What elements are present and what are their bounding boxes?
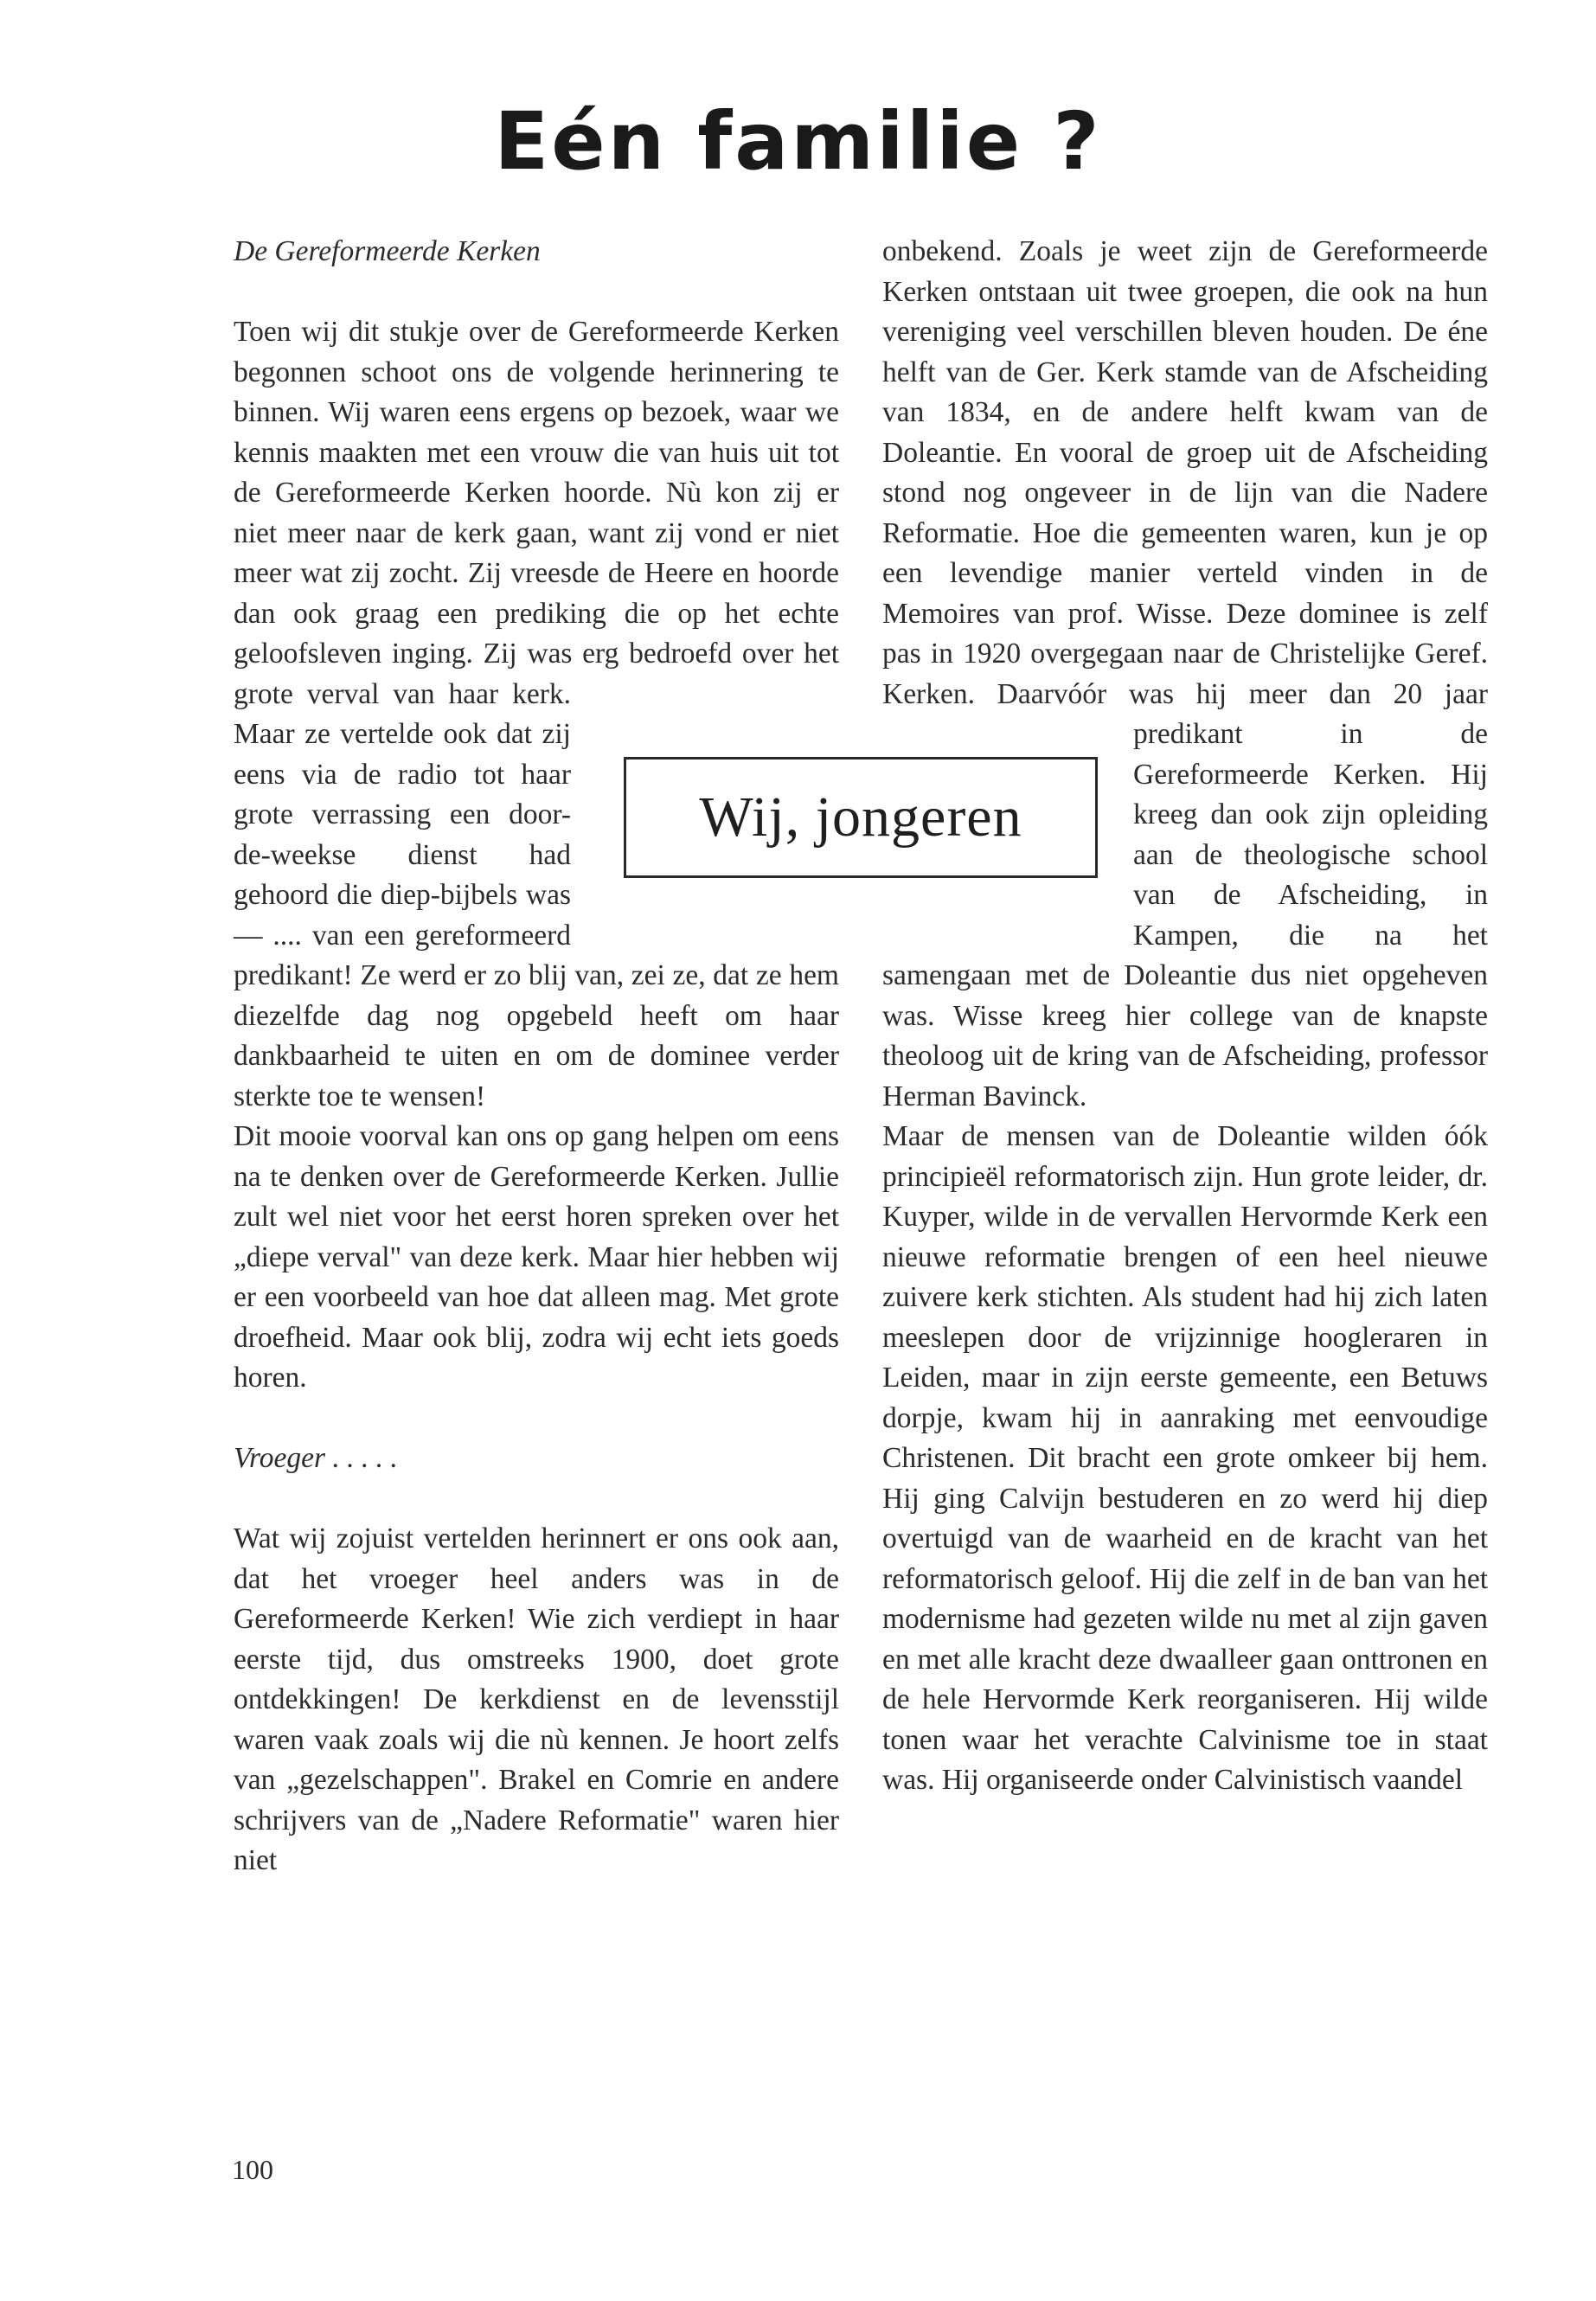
inset-heading-box <box>624 757 1098 878</box>
left-column <box>234 232 839 1881</box>
right-column <box>882 232 1488 1801</box>
left-paragraph-3: Wat wij zojuist vertelden herinnert er ons ook aan, dat het vroeger heel anders was in de Gereformeerde Kerken! Wie zich verdiept in haar eerste tijd, dus omstreeks 1900, doet grote ontdekkingen! De kerkdienst en de levensstijl waren vaak zoals wij die nù kennen. Je hoort zelfs van „gezelschappen". Brakel en Comrie en andere schrijvers van de „Nadere Reformatie" waren hier niet <box>234 1522 839 1876</box>
section-heading-vroeger: Vroeger . . . . . <box>234 1442 398 1474</box>
inset-heading: Wij, jongeren <box>699 785 1022 849</box>
section-heading-gereformeerde-kerken: De Gereformeerde Kerken <box>234 235 541 267</box>
right-paragraph-1: onbekend. Zoals je weet zijn de Gereformeerde Kerken ontstaan uit twee groepen, die ook na hun vereniging veel verschillen bleven houden. De éne helft van de Ger. Kerk stamde van de Afscheiding van 1834, en de andere helft kwam van de Doleantie. En vooral de groep uit de Afscheiding stond nog ongeveer in de lijn van die Nadere Reformatie. Hoe die gemeenten waren, kun je op een levendige manier verteld vinden in de Memoires van prof. Wisse. Deze dominee is zelf pas in 1920 overgegaan naar de Christelijke Geref. Kerken. Daarvóór was hij meer dan 20 jaar predikant in de Gereformeerde Kerken. Hij kreeg dan ook zijn opleiding aan de theologische school van de Afscheiding, in Kampen, die na het samengaan met de Doleantie dus niet opgeheven was. Wisse kreeg hier college van de knapste theoloog uit de kring van de Afscheiding, professor Herman Bavinck. <box>882 235 1488 1112</box>
article-title: Eén familie ? <box>494 95 1102 188</box>
left-paragraph-2: Dit mooie voorval kan ons op gang helpen om eens na te denken over de Gereformeerde Kerken. Jullie zult wel niet voor het eerst horen spreken over het „diepe verval" van deze kerk. Maar hier hebben wij er een voorbeeld van hoe dat alleen mag. Met grote droefheid. Maar ook blij, zodra wij echt iets goeds horen. <box>234 1120 839 1394</box>
page-number: 100 <box>232 2154 273 2185</box>
right-paragraph-2: Maar de mensen van de Doleantie wilden óók principieël reformatorisch zijn. Hun grote leider, dr. Kuyper, wilde in de vervallen Hervormde Kerk een nieuwe reformatie brengen of een heel nieuwe zuivere kerk stichten. Als student had hij zich laten meeslepen door de vrijzinnige hoogleraren in Leiden, maar in zijn eerste gemeente, een Betuws dorpje, kwam hij in aanraking met eenvoudige Christenen. Dit bracht een grote omkeer bij hem. Hij ging Calvijn bestuderen en zo werd hij diep overtuigd van de waarheid en de kracht van het reformatorisch geloof. Hij die zelf in de ban van het modernisme had gezeten wilde nu met al zijn gaven en met alle kracht deze dwaalleer gaan onttronen en de hele Hervormde Kerk reorganiseren. Hij wilde tonen waar het verachte Calvinisme toe in staat was. Hij organiseerde onder Calvinistisch vaandel <box>882 1120 1488 1796</box>
left-paragraph-1: Toen wij dit stukje over de Gereformeerde Kerken begonnen schoot ons de volgende herinnering te binnen. Wij waren eens ergens op bezoek, waar we kennis maakten met een vrouw die van huis uit tot de Gereformeerde Kerken hoorde. Nù kon zij er niet meer naar de kerk gaan, want zij vond er niet meer wat zij zocht. Zij vreesde de Heere en hoorde dan ook graag een prediking die op het echte geloofsleven inging. Zij was erg bedroefd over het grote verval van haar kerk. Maar ze vertelde ook dat zij eens via de radio tot haar grote verrassing een door-de-weekse dienst had gehoord die diep-bijbels was — .... van een gereformeerd predikant! Ze werd er zo blij van, zei ze, dat ze hem diezelfde dag nog opgebeld heeft om haar dankbaarheid te uiten en om de dominee verder sterkte toe te wensen! <box>234 316 839 1112</box>
